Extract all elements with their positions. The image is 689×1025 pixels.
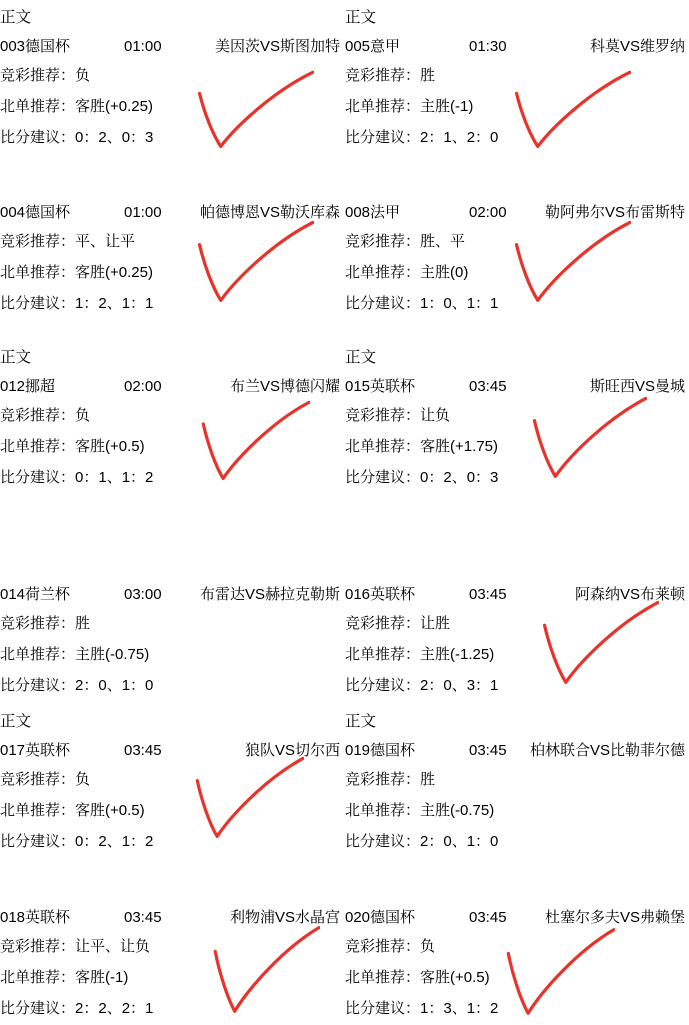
section-label: 正文 xyxy=(345,9,377,26)
beidan-row-value: 主胜(-0.75) xyxy=(420,802,495,819)
recommend-row-value: 让胜 xyxy=(420,615,451,632)
recommend-row-label: 竞彩推荐： xyxy=(0,233,76,250)
score-row-label: 比分建议： xyxy=(0,1000,76,1017)
score-row-label: 比分建议： xyxy=(0,833,76,850)
score-row xyxy=(0,462,344,493)
match-header xyxy=(0,34,344,60)
match-block xyxy=(345,8,689,153)
beidan-row xyxy=(345,257,689,288)
match-time: 03:45 xyxy=(469,909,507,926)
score-row xyxy=(345,122,689,153)
score-row-value: 2：0、1：0 xyxy=(420,833,499,850)
beidan-row xyxy=(0,91,344,122)
beidan-row xyxy=(0,431,344,462)
match-block xyxy=(0,200,344,319)
match-block xyxy=(0,712,344,857)
recommend-row-value: 胜、平 xyxy=(420,233,466,250)
match-id: 005意甲 xyxy=(345,38,401,55)
match-block xyxy=(0,8,344,153)
beidan-row-value: 客胜(+0.25) xyxy=(75,264,153,281)
match-time: 03:45 xyxy=(124,909,162,926)
beidan-row-label: 北单推荐： xyxy=(0,438,76,455)
score-row xyxy=(345,462,689,493)
beidan-row-value: 客胜(+0.5) xyxy=(420,969,490,986)
recommend-row xyxy=(0,60,344,91)
beidan-row xyxy=(345,795,689,826)
beidan-row xyxy=(345,962,689,993)
recommend-row-value: 负 xyxy=(75,67,91,84)
beidan-row xyxy=(0,795,344,826)
match-id: 020德国杯 xyxy=(345,909,416,926)
score-row-label: 比分建议： xyxy=(345,833,421,850)
recommend-row-value: 负 xyxy=(75,407,91,424)
recommend-row-label: 竞彩推荐： xyxy=(0,771,76,788)
match-teams: 狼队VS切尔西 xyxy=(244,742,340,759)
match-block xyxy=(345,200,689,319)
match-header xyxy=(345,34,689,60)
beidan-row-value: 客胜(+1.75) xyxy=(420,438,498,455)
match-time: 01:00 xyxy=(124,204,162,221)
beidan-row-label: 北单推荐： xyxy=(0,98,76,115)
score-row-label: 比分建议： xyxy=(0,677,76,694)
score-row-label: 比分建议： xyxy=(0,469,76,486)
beidan-row-label: 北单推荐： xyxy=(0,969,76,986)
beidan-row-label: 北单推荐： xyxy=(0,802,76,819)
score-row-value: 0：2、0：3 xyxy=(75,129,154,146)
score-row-label: 比分建议： xyxy=(345,1000,421,1017)
section-label: 正文 xyxy=(0,713,32,730)
match-teams: 斯旺西VS曼城 xyxy=(589,378,685,395)
score-row xyxy=(0,670,344,701)
score-row-label: 比分建议： xyxy=(0,295,76,312)
match-id: 018英联杯 xyxy=(0,909,71,926)
score-row-value: 1：0、1：1 xyxy=(420,295,499,312)
score-row xyxy=(345,826,689,857)
beidan-row-value: 客胜(-1) xyxy=(75,969,129,986)
score-row xyxy=(0,826,344,857)
match-time: 02:00 xyxy=(469,204,507,221)
recommend-row-value: 让平、让负 xyxy=(75,938,151,955)
beidan-row-label: 北单推荐： xyxy=(345,802,421,819)
recommend-row xyxy=(0,931,344,962)
match-block xyxy=(0,582,344,701)
recommend-row xyxy=(0,400,344,431)
match-id: 003德国杯 xyxy=(0,38,71,55)
match-teams: 阿森纳VS布莱顿 xyxy=(574,586,685,603)
beidan-row-value: 主胜(-0.75) xyxy=(75,646,150,663)
match-id: 017英联杯 xyxy=(0,742,71,759)
match-teams: 杜塞尔多夫VS弗赖堡 xyxy=(544,909,685,926)
beidan-row-value: 客胜(+0.5) xyxy=(75,802,145,819)
beidan-row xyxy=(345,431,689,462)
score-row xyxy=(345,993,689,1024)
beidan-row-label: 北单推荐： xyxy=(345,438,421,455)
match-block xyxy=(0,348,344,493)
match-teams: 利物浦VS水晶宫 xyxy=(229,909,340,926)
score-row xyxy=(345,288,689,319)
match-header xyxy=(345,905,689,931)
match-teams: 柏林联合VS比勒菲尔德 xyxy=(529,742,685,759)
section-label: 正文 xyxy=(0,9,32,26)
match-header xyxy=(345,738,689,764)
beidan-row-label: 北单推荐： xyxy=(345,98,421,115)
recommend-row-label: 竞彩推荐： xyxy=(0,407,76,424)
score-row-label: 比分建议： xyxy=(0,129,76,146)
recommend-row-label: 竞彩推荐： xyxy=(345,938,421,955)
recommend-row-value: 负 xyxy=(75,771,91,788)
match-id: 008法甲 xyxy=(345,204,401,221)
match-header xyxy=(0,582,344,608)
match-header xyxy=(0,738,344,764)
recommend-row-label: 竞彩推荐： xyxy=(345,233,421,250)
recommend-row xyxy=(345,764,689,795)
beidan-row-label: 北单推荐： xyxy=(345,646,421,663)
match-time: 03:00 xyxy=(124,586,162,603)
match-teams: 布兰VS博德闪耀 xyxy=(229,378,340,395)
recommend-row-label: 竞彩推荐： xyxy=(0,615,76,632)
match-time: 01:30 xyxy=(469,38,507,55)
match-header xyxy=(345,200,689,226)
score-row-value: 0：2、0：3 xyxy=(420,469,499,486)
match-teams: 帕德博恩VS勒沃库森 xyxy=(199,204,340,221)
section-label: 正文 xyxy=(345,349,377,366)
section-label: 正文 xyxy=(0,349,32,366)
match-block xyxy=(0,905,344,1024)
beidan-row xyxy=(345,91,689,122)
match-block xyxy=(345,712,689,857)
match-time: 02:00 xyxy=(124,378,162,395)
recommend-row-label: 竞彩推荐： xyxy=(345,771,421,788)
recommend-row xyxy=(0,226,344,257)
recommend-row-value: 胜 xyxy=(420,67,436,84)
match-teams: 美因茨VS斯图加特 xyxy=(214,38,340,55)
score-row-value: 2：0、1：0 xyxy=(75,677,154,694)
recommend-row-label: 竞彩推荐： xyxy=(0,938,76,955)
beidan-row-label: 北单推荐： xyxy=(0,646,76,663)
recommend-row-label: 竞彩推荐： xyxy=(345,615,421,632)
match-time: 03:45 xyxy=(469,742,507,759)
recommend-row-value: 负 xyxy=(420,938,436,955)
beidan-row-value: 客胜(+0.5) xyxy=(75,438,145,455)
recommend-row-value: 胜 xyxy=(75,615,91,632)
match-header xyxy=(345,374,689,400)
recommend-row-value: 胜 xyxy=(420,771,436,788)
recommend-row xyxy=(345,226,689,257)
beidan-row-value: 主胜(-1.25) xyxy=(420,646,495,663)
match-id: 014荷兰杯 xyxy=(0,586,71,603)
match-id: 012挪超 xyxy=(0,378,56,395)
score-row-value: 0：2、1：2 xyxy=(75,833,154,850)
match-time: 03:45 xyxy=(469,378,507,395)
beidan-row-label: 北单推荐： xyxy=(345,969,421,986)
section-label: 正文 xyxy=(345,713,377,730)
recommend-row-label: 竞彩推荐： xyxy=(0,67,76,84)
match-time: 03:45 xyxy=(469,586,507,603)
recommend-row xyxy=(345,400,689,431)
match-block xyxy=(345,582,689,701)
beidan-row-label: 北单推荐： xyxy=(0,264,76,281)
match-id: 019德国杯 xyxy=(345,742,416,759)
recommend-row xyxy=(0,764,344,795)
match-teams: 布雷达VS赫拉克勒斯 xyxy=(199,586,340,603)
score-row xyxy=(0,122,344,153)
match-block xyxy=(345,905,689,1024)
beidan-row xyxy=(345,639,689,670)
score-row-label: 比分建议： xyxy=(345,295,421,312)
match-header xyxy=(0,374,344,400)
recommend-row-label: 竞彩推荐： xyxy=(345,407,421,424)
recommend-row xyxy=(345,931,689,962)
match-id: 015英联杯 xyxy=(345,378,416,395)
beidan-row-value: 主胜(-1) xyxy=(420,98,474,115)
score-row-value: 2：2、2：1 xyxy=(75,1000,154,1017)
match-header xyxy=(0,200,344,226)
score-row-label: 比分建议： xyxy=(345,677,421,694)
beidan-row-label: 北单推荐： xyxy=(345,264,421,281)
match-header xyxy=(345,582,689,608)
match-time: 03:45 xyxy=(124,742,162,759)
recommend-row xyxy=(345,60,689,91)
match-teams: 勒阿弗尔VS布雷斯特 xyxy=(544,204,685,221)
score-row xyxy=(345,670,689,701)
recommend-row xyxy=(345,608,689,639)
match-block xyxy=(345,348,689,493)
score-row-value: 2：1、2：0 xyxy=(420,129,499,146)
match-header xyxy=(0,905,344,931)
match-id: 004德国杯 xyxy=(0,204,71,221)
score-row-value: 0：1、1：2 xyxy=(75,469,154,486)
recommend-row-value: 平、让平 xyxy=(75,233,136,250)
beidan-row-value: 主胜(0) xyxy=(420,264,469,281)
score-row-value: 1：3、1：2 xyxy=(420,1000,499,1017)
beidan-row-value: 客胜(+0.25) xyxy=(75,98,153,115)
match-id: 016英联杯 xyxy=(345,586,416,603)
recommend-row xyxy=(0,608,344,639)
score-row-label: 比分建议： xyxy=(345,129,421,146)
score-row-label: 比分建议： xyxy=(345,469,421,486)
beidan-row xyxy=(0,257,344,288)
match-time: 01:00 xyxy=(124,38,162,55)
recommend-row-label: 竞彩推荐： xyxy=(345,67,421,84)
recommend-row-value: 让负 xyxy=(420,407,451,424)
match-teams: 科莫VS维罗纳 xyxy=(589,38,685,55)
score-row xyxy=(0,288,344,319)
score-row-value: 1：2、1：1 xyxy=(75,295,154,312)
score-row xyxy=(0,993,344,1024)
beidan-row xyxy=(0,962,344,993)
score-row-value: 2：0、3：1 xyxy=(420,677,499,694)
beidan-row xyxy=(0,639,344,670)
